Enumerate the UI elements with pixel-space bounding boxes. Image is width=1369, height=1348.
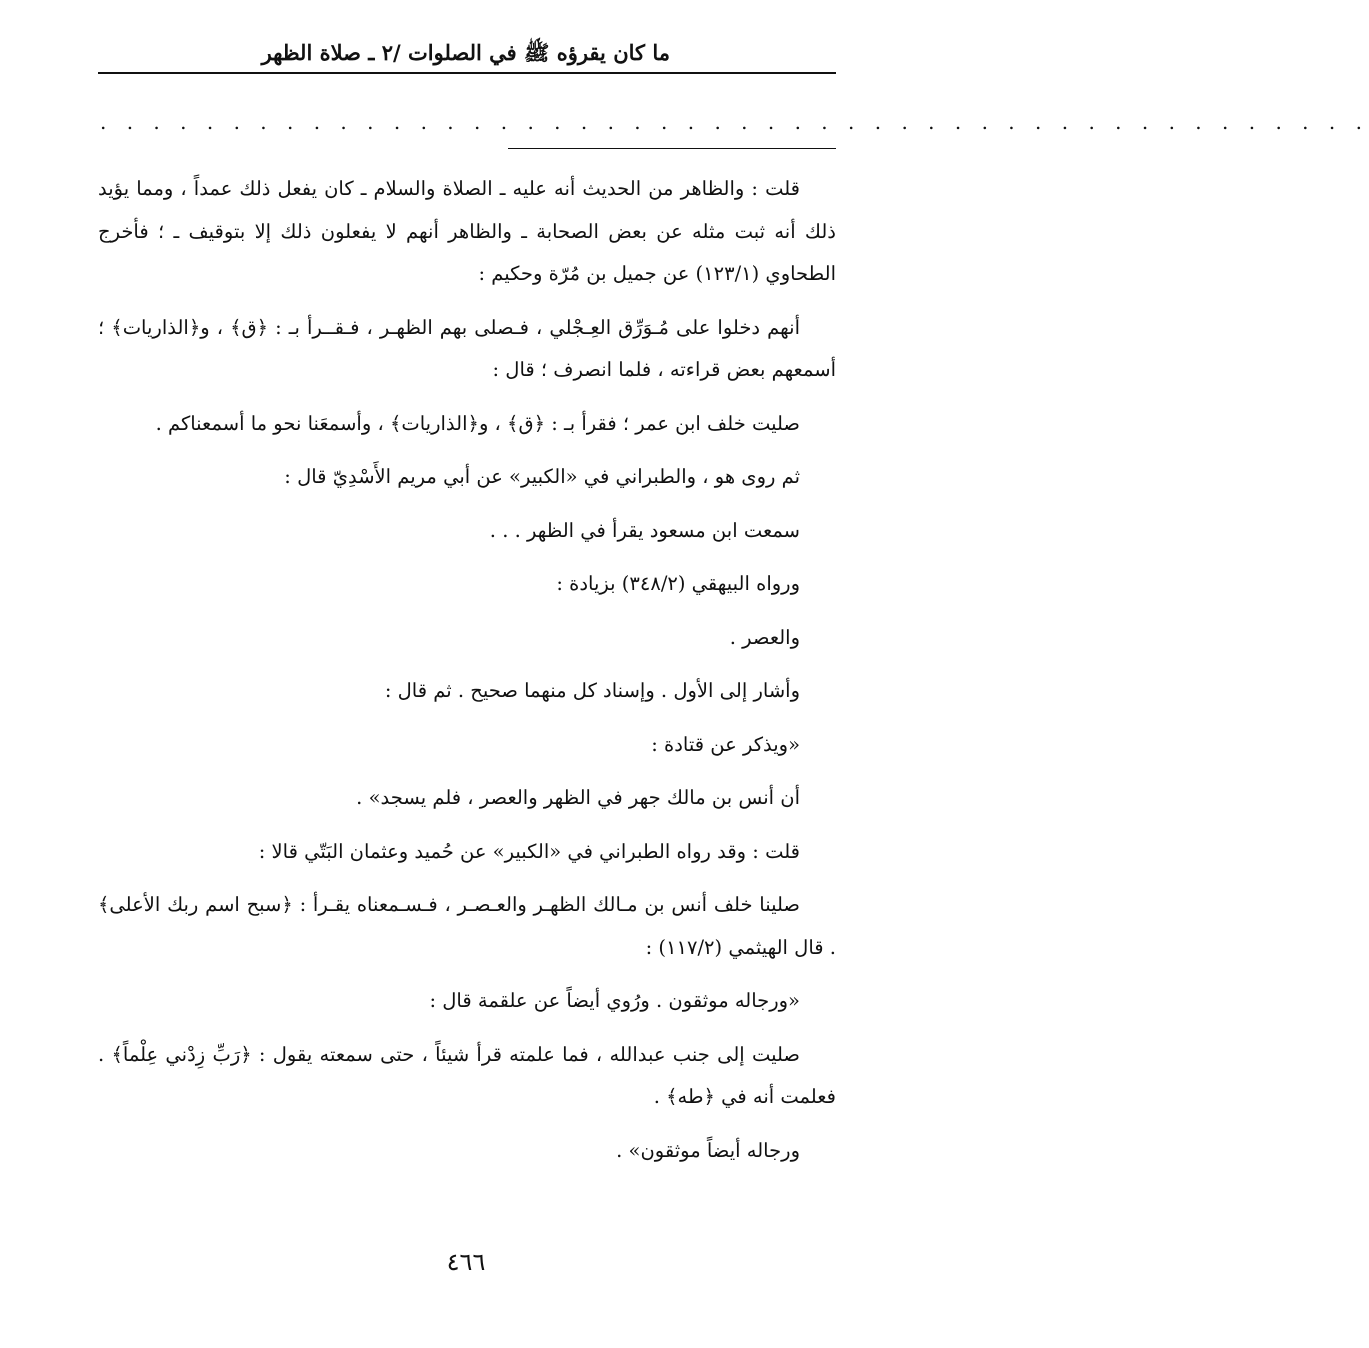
header-rule [98, 72, 836, 74]
page-number: ٤٦٦ [446, 1248, 486, 1276]
paragraph-10: أن أنس بن مالك جهر في الظهر والعصر ، فلم يسجد» . [356, 786, 800, 809]
paragraph-13: «ورجاله موثقون . ورُوي أيضاً عن علقمة قال : [429, 989, 800, 1012]
paragraph-7: والعصر . [729, 625, 800, 649]
paragraph-11: قلت : وقد رواه الطبراني في «الكبير» عن حُميد وعثمان البَتّي قالا : [258, 839, 800, 863]
running-head: ما كان يقرؤه ﷺ في الصلوات /٢ ـ صلاة الظهر [261, 40, 670, 65]
paragraph-3: صليت خلف ابن عمر ؛ فقرأ بـ : ﴿ق﴾ ، و﴿الذاريات﴾ ، وأسمعَنا نحو ما أسمعناكم . [155, 411, 800, 435]
paragraph-1: قلت : والظاهر من الحديث أنه عليه ـ الصلاة والسلام ـ كان يفعل ذلك عمداً ، ومما يؤيد ذلك أنه ثبت مثله عن بعض الصحابة ـ والظاهر أنهم لا يفعلون ذلك إلا بتوقيف ـ ؛ فأخرج الطحاوي (١٢٣/١) عن جميل بن مُرّة وحكيم : [98, 177, 836, 285]
paragraph-15: ورجاله أيضاً موثقون» . [616, 1138, 800, 1162]
paragraph-2: أنهم دخلوا على مُـوَرِّق العِـجْلي ، فـصلى بهم الظهـر ، فـقــرأ بـ : ﴿ق﴾ ، و﴿الذاريات﴾ ؛ أسمعهم بعض قراءته ، فلما انصرف ؛ قال : [98, 315, 836, 381]
body-text [98, 168, 836, 1183]
paragraph-14: صليت إلى جنب عبدالله ، فما علمته قرأ شيئاً ، حتى سمعته يقول : ﴿رَبِّ زِدْني عِلْماً﴾ . فعلمت أنه في ﴿طه﴾ . [98, 1042, 836, 1108]
paragraph-5: سمعت ابن مسعود يقرأ في الظهر . . . [489, 518, 800, 542]
paragraph-4: ثم روى هو ، والطبراني في «الكبير» عن أبي مريم الأَسْدِيّ قال : [284, 465, 800, 488]
paragraph-6: ورواه البيهقي (٣٤٨/٢) بزيادة : [556, 572, 800, 595]
paragraph-9: «ويذكر عن قتادة : [651, 732, 800, 756]
paragraph-8: وأشار إلى الأول . وإسناد كل منهما صحيح . ثم قال : [384, 679, 800, 702]
dotted-separator: . . . . . . . . . . . . . . . . . . . . . . . . . . . . . . . . . . . . . . . . . . . . . . . . [100, 110, 1369, 134]
paragraph-12: صلينا خلف أنس بن مـالك الظهـر والعـصـر ، فـسـمعناه يقـرأ : ﴿سبح اسم ربك الأعلى﴾ . قال الهيثمي (١١٧/٢) : [98, 893, 836, 959]
footnote-separator-rule [508, 148, 836, 149]
